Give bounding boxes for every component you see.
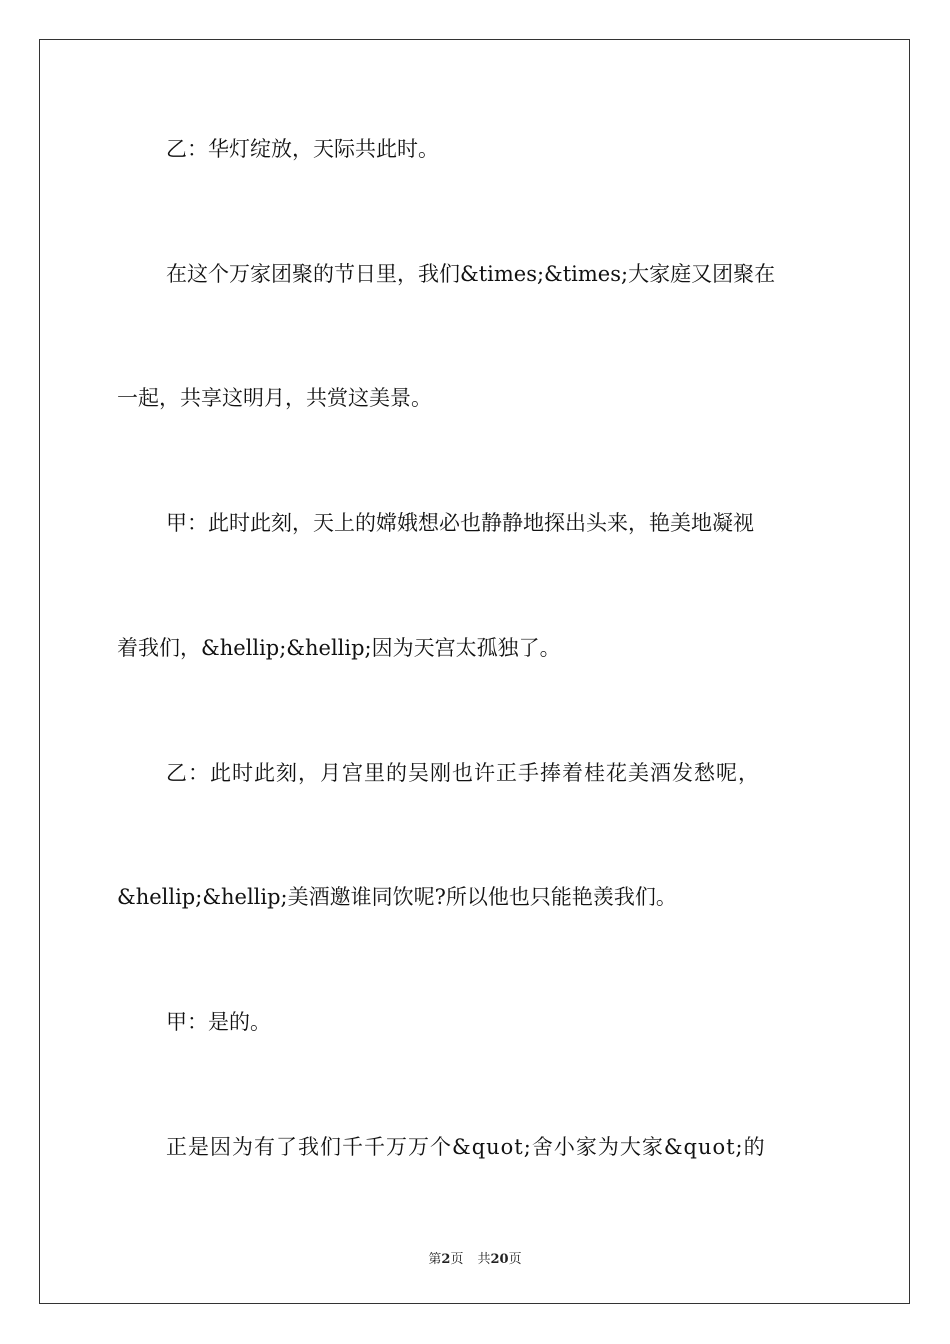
text-line-4: 甲：此时此刻，天上的嫦娥想必也静静地探出头来，艳美地凝视: [166, 511, 754, 535]
text-line-1: 乙：华灯绽放，天际共此时。: [166, 137, 439, 161]
total-suffix: 页: [508, 1252, 522, 1267]
page-suffix: 页: [450, 1252, 464, 1267]
text-line-7: &hellip;&hellip;美酒邀谁同饮呢?所以他也只能艳羡我们。: [117, 885, 677, 909]
text-line-3: 一起，共享这明月，共赏这美景。: [117, 386, 432, 410]
page-prefix: 第: [428, 1252, 442, 1267]
text-line-8: 甲：是的。: [166, 1010, 271, 1034]
page-footer: [0, 1248, 950, 1267]
page-border: [39, 39, 910, 1304]
text-line-5: 着我们，&hellip;&hellip;因为天宫太孤独了。: [117, 636, 561, 660]
text-line-9: 正是因为有了我们千千万万个&quot;舍小家为大家&quot;的: [166, 1135, 766, 1159]
total-pages: 20: [490, 1252, 509, 1267]
text-line-2: 在这个万家团聚的节日里，我们&times;&times;大家庭又团聚在: [166, 262, 776, 286]
total-prefix: 共: [477, 1252, 491, 1267]
page-number: 2: [441, 1252, 451, 1267]
text-line-6: 乙：此时此刻，月宫里的吴刚也许正手捧着桂花美酒发愁呢，: [166, 761, 760, 785]
